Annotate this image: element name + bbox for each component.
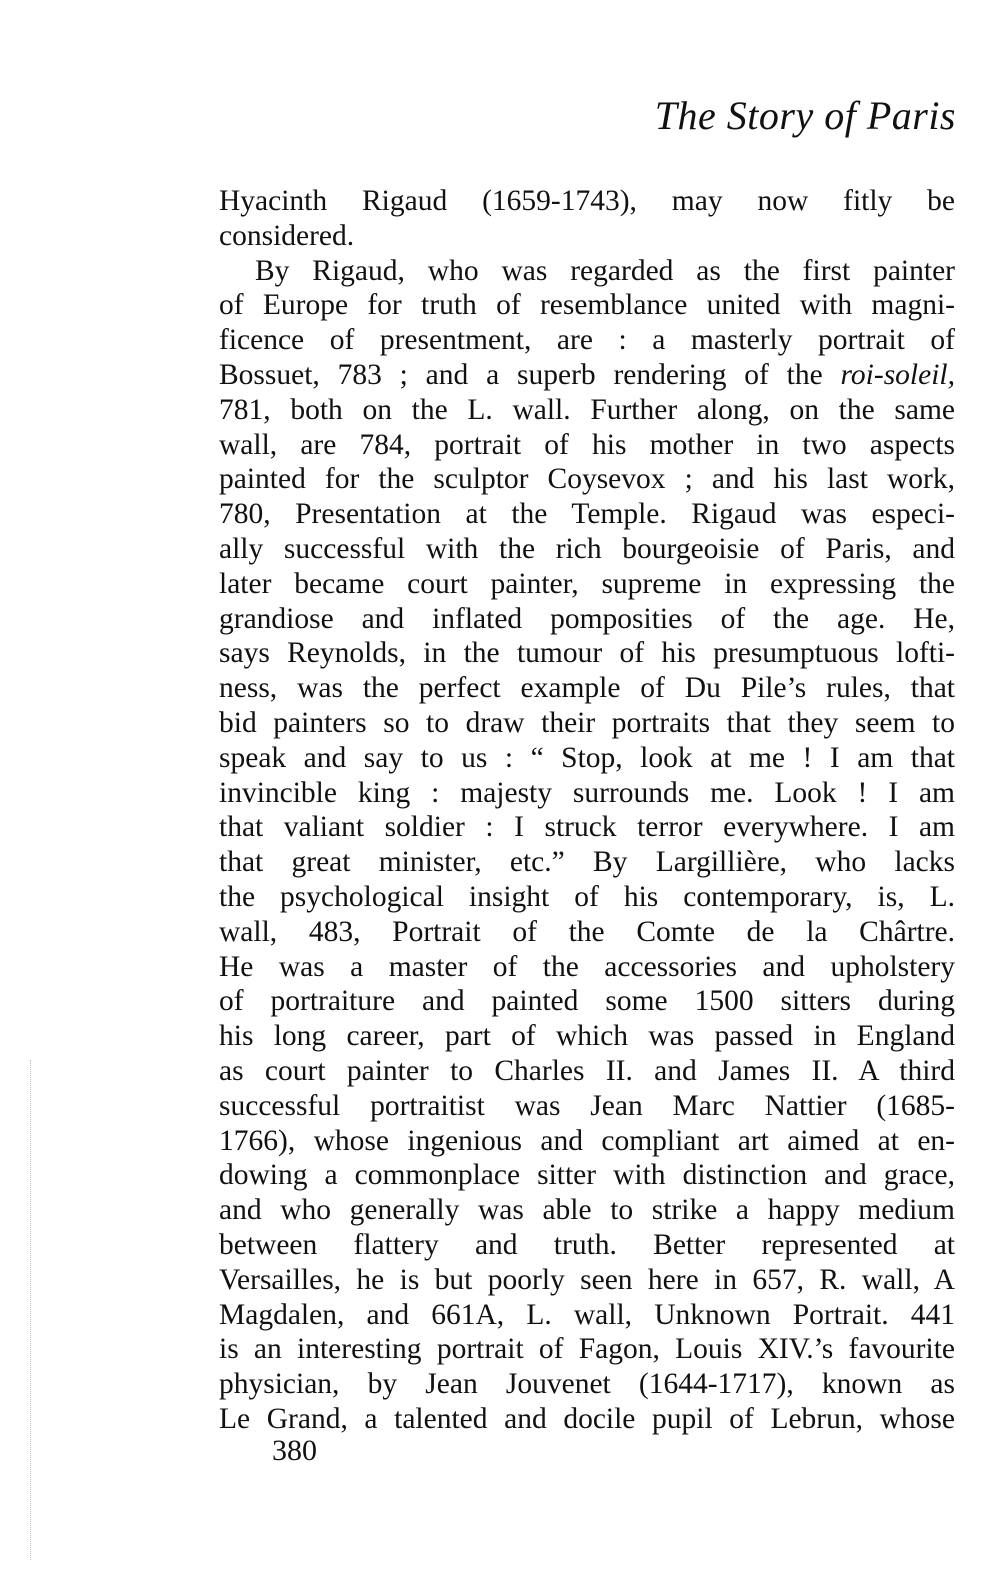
text-segment: Magdalen, and 661A, L. wall, Unknown Portrait. 441: [219, 1298, 955, 1331]
text-line: [219, 706, 955, 741]
text-segment: Le Grand, a talented and docile pupil of Lebrun, whose: [219, 1402, 955, 1435]
text-line: [219, 1402, 955, 1437]
text-segment: his long career, part of which was passed in England: [219, 1020, 955, 1053]
text-line: [219, 1263, 955, 1298]
text-line: [219, 462, 955, 497]
text-segment: Hyacinth Rigaud (1659-1743), may now fitly be: [219, 185, 955, 217]
italic-text: roi-soleil,: [840, 358, 955, 391]
text-line: [219, 950, 955, 985]
text-segment: 781, both on the L. wall. Further along, on the same: [219, 393, 955, 426]
text-segment: the psychological insight of his contemporary, is, L.: [219, 880, 955, 913]
text-line: [219, 184, 955, 219]
text-line: [219, 254, 955, 289]
text-segment: that valiant soldier : I struck terror everywhere. I am: [219, 811, 955, 844]
text-line: [219, 219, 955, 254]
text-segment: speak and say to us : “ Stop, look at me ! I am that: [219, 741, 955, 774]
text-segment: ally successful with the rich bourgeoisie of Paris, and: [219, 532, 955, 565]
text-line: [219, 497, 955, 532]
text-line: [219, 567, 955, 602]
text-segment: painted for the sculptor Coysevox ; and his last work,: [219, 463, 955, 496]
text-line: [219, 1193, 955, 1228]
text-line: [219, 810, 955, 845]
text-segment: successful portraitist was Jean Marc Nattier (1685-: [219, 1089, 955, 1122]
text-line: [219, 1124, 955, 1159]
text-segment: and who generally was able to strike a happy medium: [219, 1194, 955, 1227]
text-segment: Versailles, he is but poorly seen here in 657, R. wall, A: [219, 1263, 955, 1296]
page-number: 380: [272, 1434, 317, 1467]
text-line: [219, 1089, 955, 1124]
text-segment: later became court painter, supreme in expressing the: [219, 567, 955, 600]
text-line: [219, 323, 955, 358]
text-segment: invincible king : majesty surrounds me. Look ! I am: [219, 776, 955, 809]
text-line: [219, 741, 955, 776]
text-line: [219, 845, 955, 880]
text-line: [219, 1019, 955, 1054]
text-line: [219, 358, 955, 393]
text-segment: grandiose and inflated pomposities of the age. He,: [219, 602, 955, 635]
text-segment: wall, are 784, portrait of his mother in two aspects: [219, 428, 955, 461]
running-head: The Story of Paris: [654, 93, 956, 138]
text-segment: By Rigaud, who was regarded as the first painter: [255, 254, 955, 287]
text-segment: between flattery and truth. Better represented at: [219, 1228, 955, 1261]
text-segment: 780, Presentation at the Temple. Rigaud was especi-: [219, 498, 955, 531]
text-segment: is an interesting portrait of Fagon, Louis XIV.’s favourite: [219, 1333, 955, 1366]
text-line: [219, 636, 955, 671]
text-segment: says Reynolds, in the tumour of his presumptuous lofti-: [219, 637, 955, 670]
text-line: [219, 602, 955, 637]
text-segment: physician, by Jean Jouvenet (1644-1717), known as: [219, 1368, 955, 1401]
text-segment: that great minister, etc.” By Largillière, who lacks: [219, 846, 955, 879]
body-text: [219, 184, 955, 1437]
text-segment: ficence of presentment, are : a masterly portrait of: [219, 324, 955, 357]
text-line: [219, 915, 955, 950]
text-segment: of portraiture and painted some 1500 sitters during: [219, 985, 955, 1018]
text-segment: dowing a commonplace sitter with distinction and grace,: [219, 1159, 955, 1192]
text-line: [219, 428, 955, 463]
text-segment: 1766), whose ingenious and compliant art aimed at en-: [219, 1124, 955, 1157]
text-segment: ness, was the perfect example of Du Pile’s rules, that: [219, 672, 955, 705]
text-line: [219, 1298, 955, 1333]
text-line: [219, 532, 955, 567]
text-line: [219, 984, 955, 1019]
text-segment: He was a master of the accessories and upholstery: [219, 950, 955, 983]
text-segment: as court painter to Charles II. and James II. A third: [219, 1054, 955, 1087]
text-line: [219, 288, 955, 323]
text-segment: bid painters so to draw their portraits that they seem to: [219, 706, 955, 739]
text-line: [219, 1228, 955, 1263]
text-line: [219, 1158, 955, 1193]
text-line: [219, 671, 955, 706]
text-segment: wall, 483, Portrait of the Comte de la Chârtre.: [219, 915, 955, 948]
text-segment: considered.: [219, 219, 355, 252]
margin-dots: [30, 1060, 35, 1560]
text-line: [219, 393, 955, 428]
text-segment: Bossuet, 783 ; and a superb rendering of the: [219, 358, 841, 391]
text-line: [219, 1054, 955, 1089]
text-line: [219, 1367, 955, 1402]
text-line: [219, 1332, 955, 1367]
text-line: [219, 776, 955, 811]
text-line: [219, 880, 955, 915]
text-segment: of Europe for truth of resemblance united with magni-: [219, 289, 955, 322]
